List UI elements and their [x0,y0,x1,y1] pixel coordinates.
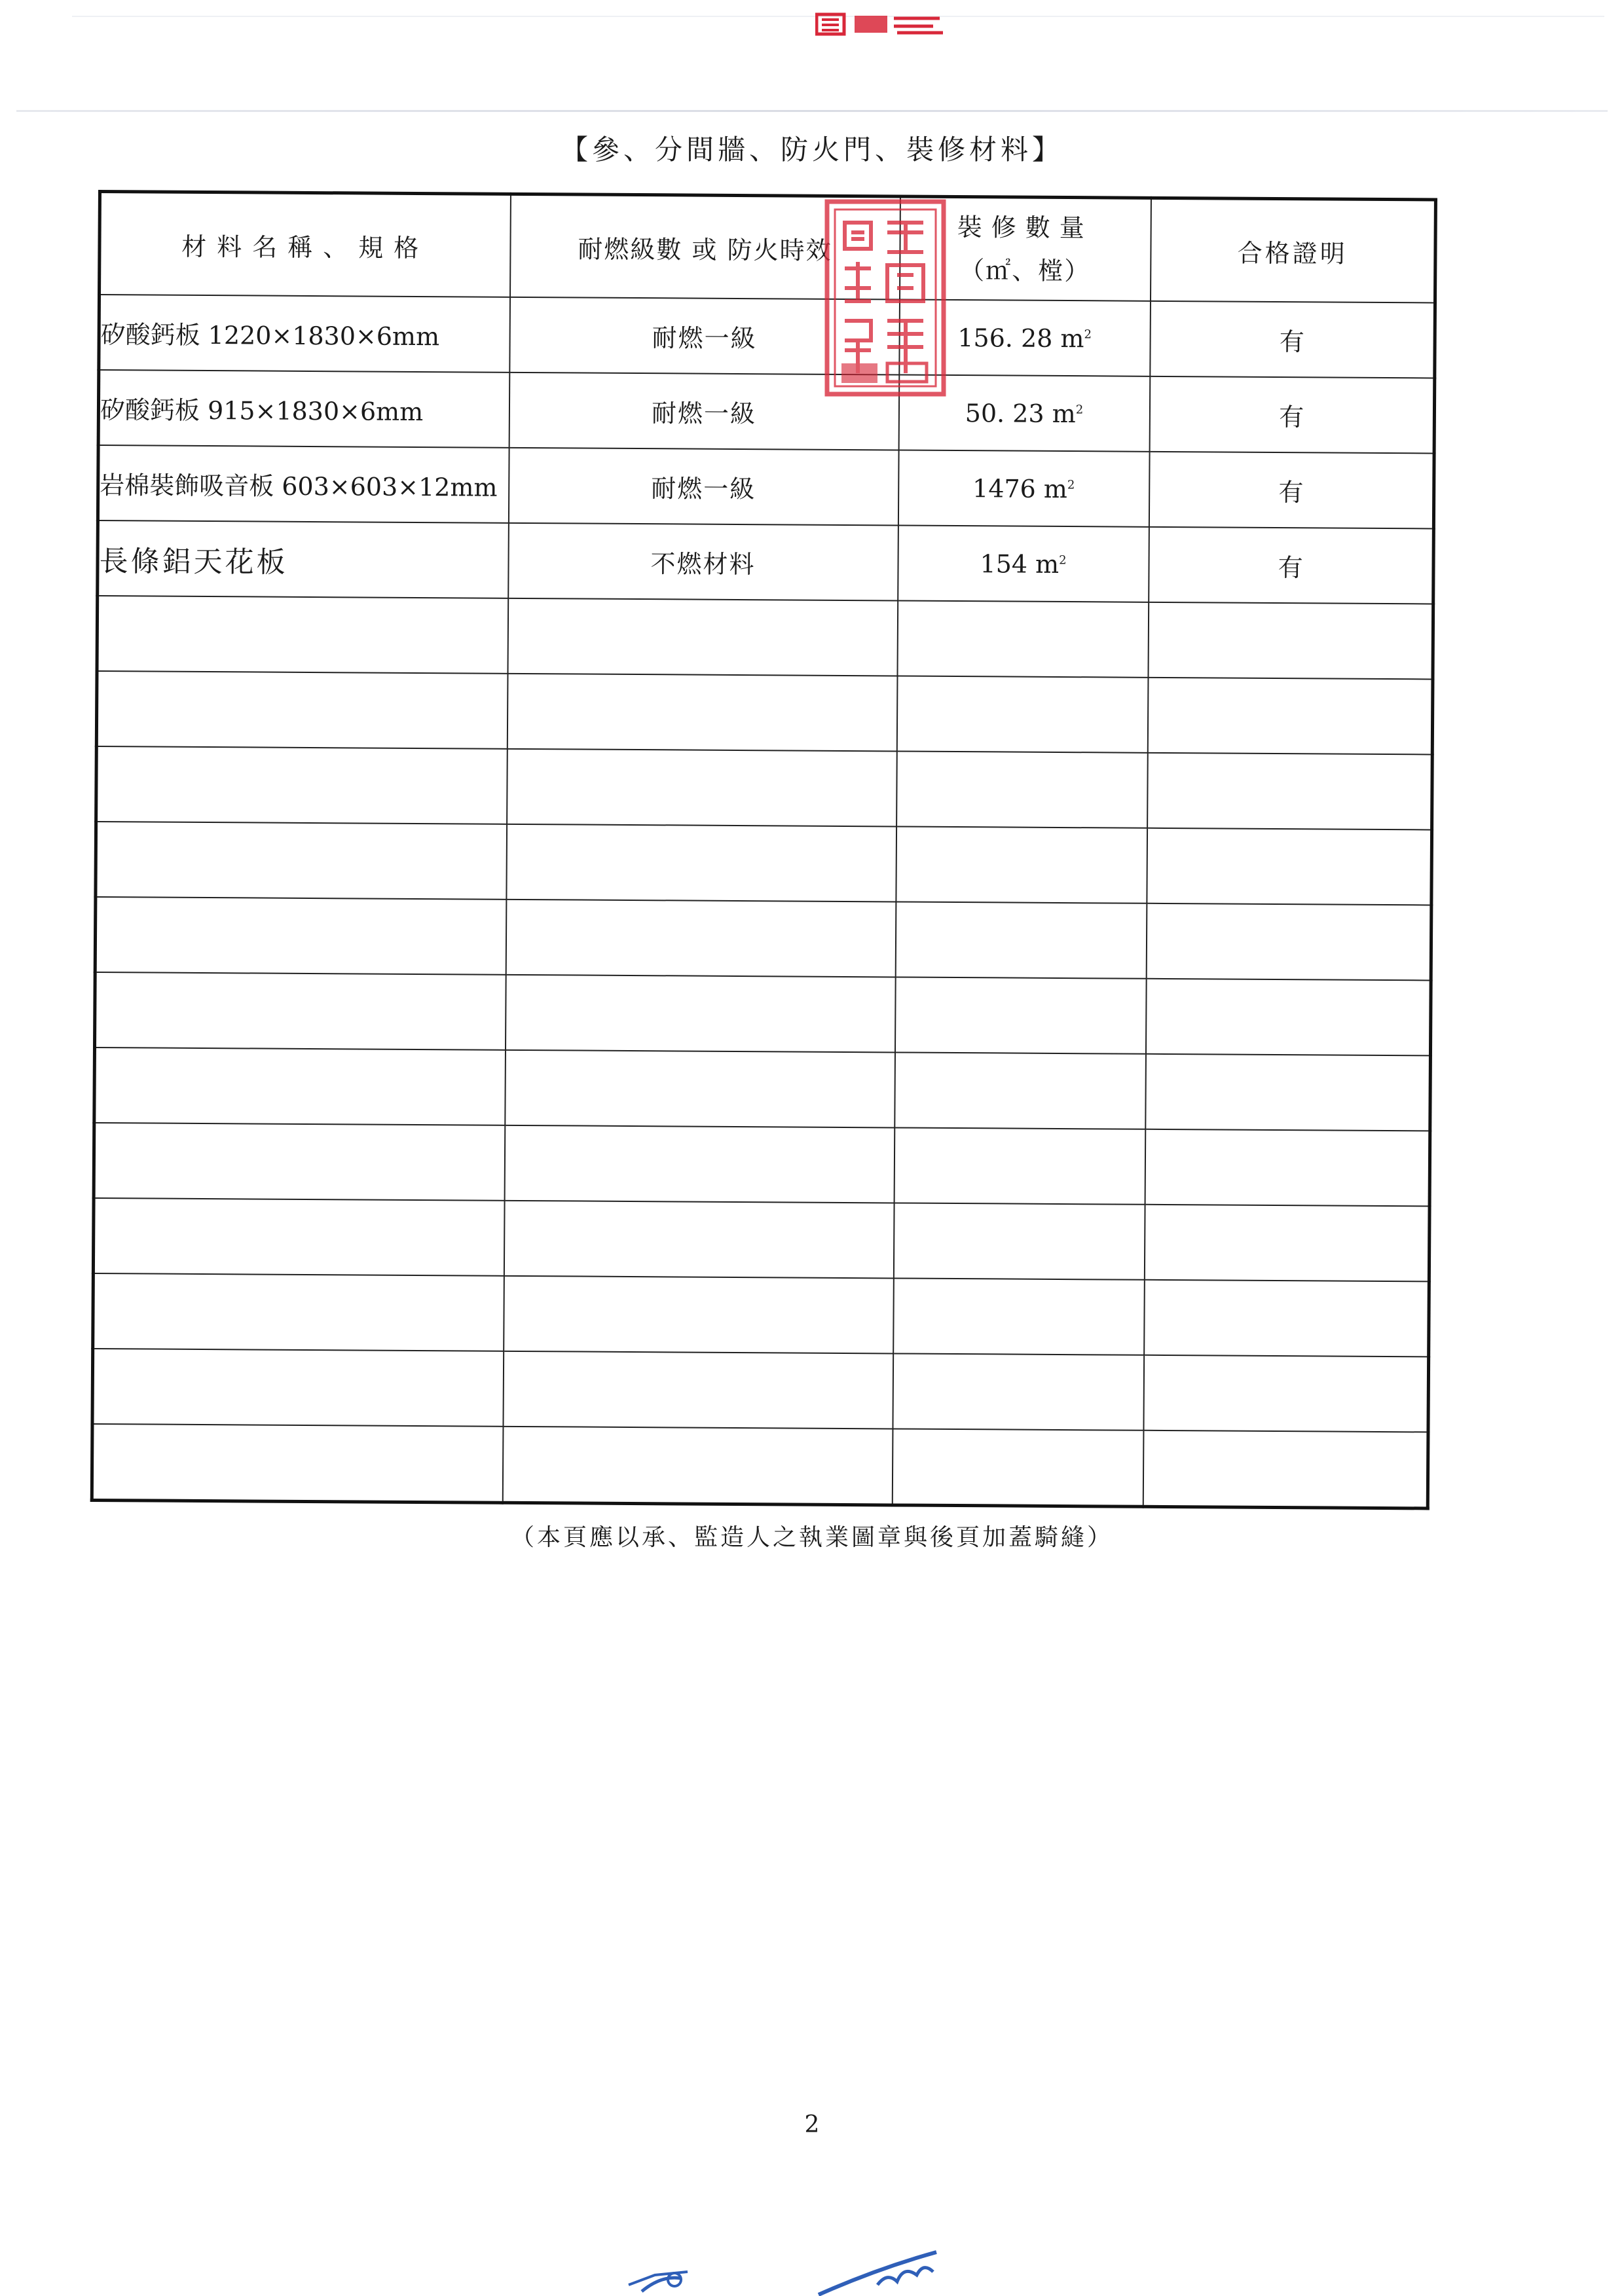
blue-stamp-fragment [616,2239,956,2296]
materials-table [90,190,1437,1510]
table-row [98,370,1435,453]
empty-cell [893,1353,1144,1430]
empty-cell [1145,1129,1430,1207]
empty-cell [895,977,1146,1053]
empty-cell [507,598,898,676]
empty-cell [504,1125,895,1203]
empty-table-row [97,596,1433,679]
red-seal-fragment-top [815,12,946,38]
empty-table-row [94,1048,1431,1131]
empty-cell [504,1276,894,1354]
fire-rating-cell: 耐燃一級 [509,297,900,375]
empty-cell [896,826,1147,903]
header-certificate: 合格證明 [1150,198,1435,302]
empty-cell [897,600,1149,677]
empty-cell [1145,979,1431,1056]
empty-cell [1147,678,1433,755]
empty-table-row [96,822,1432,905]
empty-cell [1144,1280,1430,1357]
quantity-value: 156. 28 m [957,323,1084,353]
fire-rating-cell: 耐燃一級 [509,373,899,450]
empty-cell [896,676,1148,752]
fire-rating-cell: 不燃材料 [508,523,898,601]
empty-cell [1147,828,1432,905]
section-title: 【參、分間牆、防火門、裝修材料】 [560,134,1063,166]
header-quantity-title: 裝修數量 [957,213,1094,243]
certificate-cell: 有 [1149,376,1435,454]
header-quantity [899,196,1151,301]
empty-cell [1145,1054,1431,1131]
scan-fold-line [16,110,1608,112]
empty-cell [1143,1430,1428,1508]
fire-rating-cell: 耐燃一級 [508,448,898,526]
quantity-value: 154 m [980,549,1060,579]
empty-cell [506,900,896,977]
empty-table-row [92,1424,1428,1508]
empty-cell [503,1351,893,1429]
table-header-row [100,192,1436,303]
quantity-cell: 156. 28 $m^2$ [899,299,1151,376]
empty-cell [507,749,897,827]
empty-cell [505,1050,895,1128]
empty-table-row [92,1349,1429,1432]
material-name-cell: 岩棉裝飾吸音板 603×603×12mm [98,445,509,523]
empty-cell [506,824,896,902]
quantity-cell: 50. 23 $m^2$ [898,374,1150,451]
empty-cell [893,1203,1145,1279]
empty-cell [1147,753,1433,830]
certificate-cell: 有 [1149,527,1434,604]
empty-cell [93,1198,504,1276]
empty-table-row [95,897,1431,980]
empty-cell [893,1278,1145,1355]
page-note: （本頁應以承、監造人之執業圖章與後頁加蓋騎縫） [510,1524,1113,1551]
table-row [98,520,1434,604]
certificate-cell: 有 [1150,301,1435,378]
material-name-cell: 矽酸鈣板 1220×1830×6mm [99,295,510,373]
empty-cell [504,1201,894,1279]
quantity-value: 50. 23 m [965,398,1076,428]
empty-cell [507,674,897,752]
certificate-cell: 有 [1149,452,1434,529]
empty-table-row [93,1198,1430,1281]
empty-cell [1144,1205,1430,1282]
empty-cell [1146,903,1431,981]
empty-cell [505,975,895,1053]
empty-cell [95,897,506,975]
empty-cell [892,1429,1143,1506]
empty-cell [502,1427,893,1505]
empty-cell [895,902,1147,978]
header-material-name: 材料名稱、規格 [100,192,511,297]
page-number: 2 [804,2111,820,2138]
empty-cell [894,1127,1145,1204]
empty-cell [895,1052,1146,1129]
empty-table-row [94,1123,1430,1206]
table-row [98,445,1434,528]
empty-cell [96,746,507,824]
quantity-cell: 154 $m^2$ [898,525,1149,602]
quantity-value: 1476 m [972,473,1068,503]
empty-table-row [94,972,1431,1055]
empty-cell [97,596,508,674]
header-fire-rating: 耐燃級數 或 防火時效 [510,194,900,299]
empty-cell [92,1424,503,1503]
empty-cell [96,671,507,749]
empty-cell [1143,1355,1429,1432]
empty-cell [1148,602,1433,680]
empty-table-row [96,746,1433,829]
empty-cell [896,751,1148,828]
empty-cell [94,1123,505,1201]
table-row [99,295,1435,378]
empty-cell [96,822,507,900]
header-quantity-unit: （㎡、樘） [959,256,1091,286]
material-name-cell: 矽酸鈣板 915×1830×6mm [98,370,509,448]
quantity-cell: 1476 $m^2$ [898,450,1149,526]
empty-cell [94,972,506,1050]
empty-table-row [96,671,1433,754]
empty-table-row [93,1273,1430,1357]
empty-cell [93,1273,504,1351]
empty-cell [92,1349,504,1427]
material-name-cell: 長條鋁天花板 [98,520,509,598]
empty-cell [94,1048,506,1125]
